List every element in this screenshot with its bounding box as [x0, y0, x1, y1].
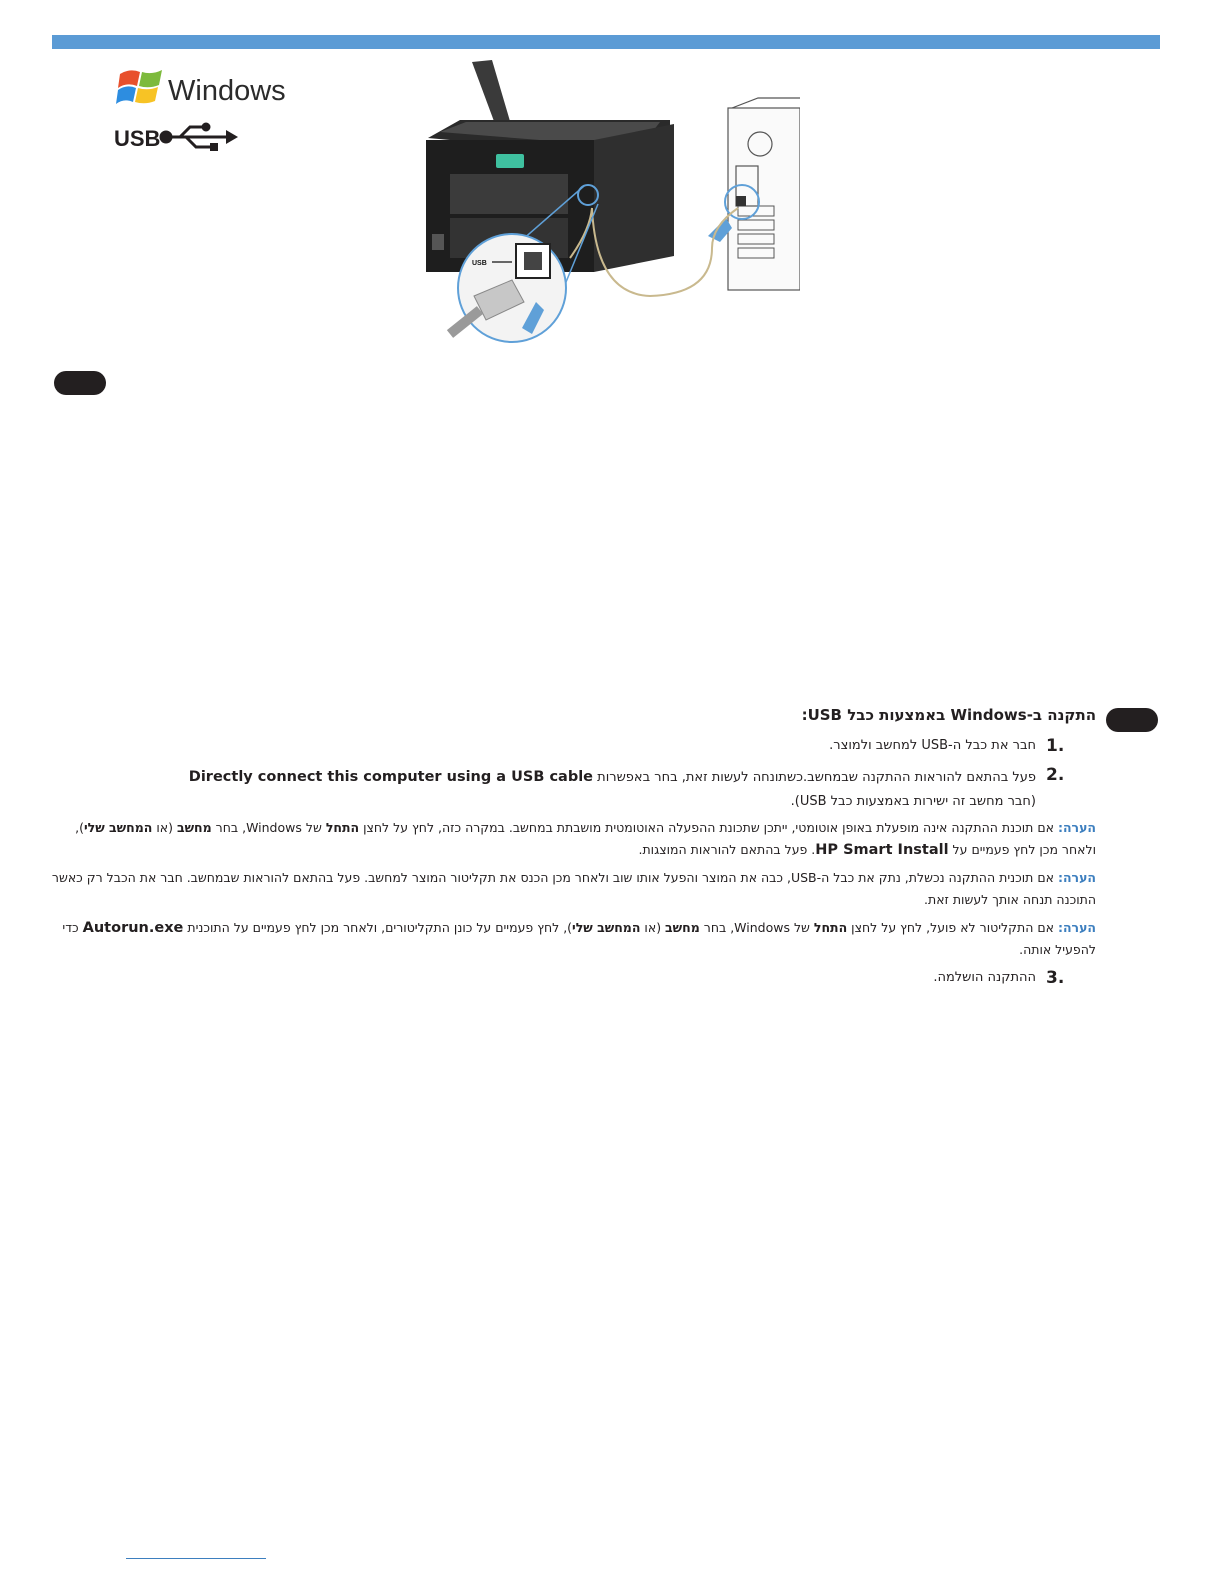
windows-flag-icon — [116, 70, 162, 104]
usb-logo — [114, 122, 244, 152]
computer-usb-port — [736, 196, 746, 206]
usb-label: USB — [114, 126, 161, 151]
windows-logo — [116, 62, 288, 110]
note-paragraph: הערה: אם תוכנת ההתקנה אינה מופעלת באופן אוטומטי, ייתכן שתכונת ההפעלה האוטומטית מושבתת במחשב. במקרה כזה, לחץ על לחצן התחל של Windows, בחר מחשב (או המחשב שלי), ולאחר מכן לחץ פעמיים על HP Smart Install. פעל בהתאם להוראות המוצגות. — [75, 820, 1096, 858]
header-accent-bar — [52, 35, 1160, 49]
note-label: הערה: — [1057, 820, 1096, 835]
usb-connection-illustration — [420, 58, 800, 348]
note-label: הערה: — [1057, 920, 1096, 935]
note-paragraph: הערה: אם התקליטור לא פועל, לחץ על לחצן התחל של Windows, בחר מחשב (או המחשב שלי), לחץ פעמיים על כונן התקליטורים, ולאחר מכן לחץ פעמיים על התוכנית Autorun.exe כדי להפעיל אותה. — [62, 920, 1096, 957]
computer-tower-illustration — [728, 98, 800, 290]
section-heading: התקנה ב-Windows באמצעות כבל USB: — [801, 706, 1096, 724]
step-number: 1. — [1046, 736, 1065, 756]
note-label: הערה: — [1057, 870, 1096, 885]
language-tab-marker — [54, 371, 106, 395]
step-number: 3. — [1046, 968, 1065, 988]
usb-trident-icon — [161, 124, 238, 151]
language-tab-marker — [1106, 708, 1158, 732]
step-text: ההתקנה הושלמה. — [933, 970, 1036, 985]
step-number: 2. — [1046, 765, 1065, 785]
zoom-usb-label: USB — [472, 260, 487, 267]
footer-rule — [126, 1558, 266, 1559]
note-paragraph: הערה: אם תוכנית ההתקנה נכשלת, נתק את כבל ה-USB, כבה את המוצר והפעל אותו שוב ולאחר מכן הכנס את תקליטור המוצר למחשב. פעל בהתאם להוראות שבמחשב. חבר את הכבל רק כאשר התוכנה תנחה אותך לעשות זאת. — [51, 870, 1096, 907]
windows-wordmark: Windows — [168, 75, 286, 107]
step-text: חבר את כבל ה-USB למחשב ולמוצר. — [829, 738, 1036, 753]
step-text: פעל בהתאם להוראות ההתקנה שבמחשב.כשתונחה לעשות זאת, בחר באפשרות Directly connect this computer using a USB cable (חבר מחשב זה ישירות באמצעות כבל USB). — [188, 769, 1036, 809]
